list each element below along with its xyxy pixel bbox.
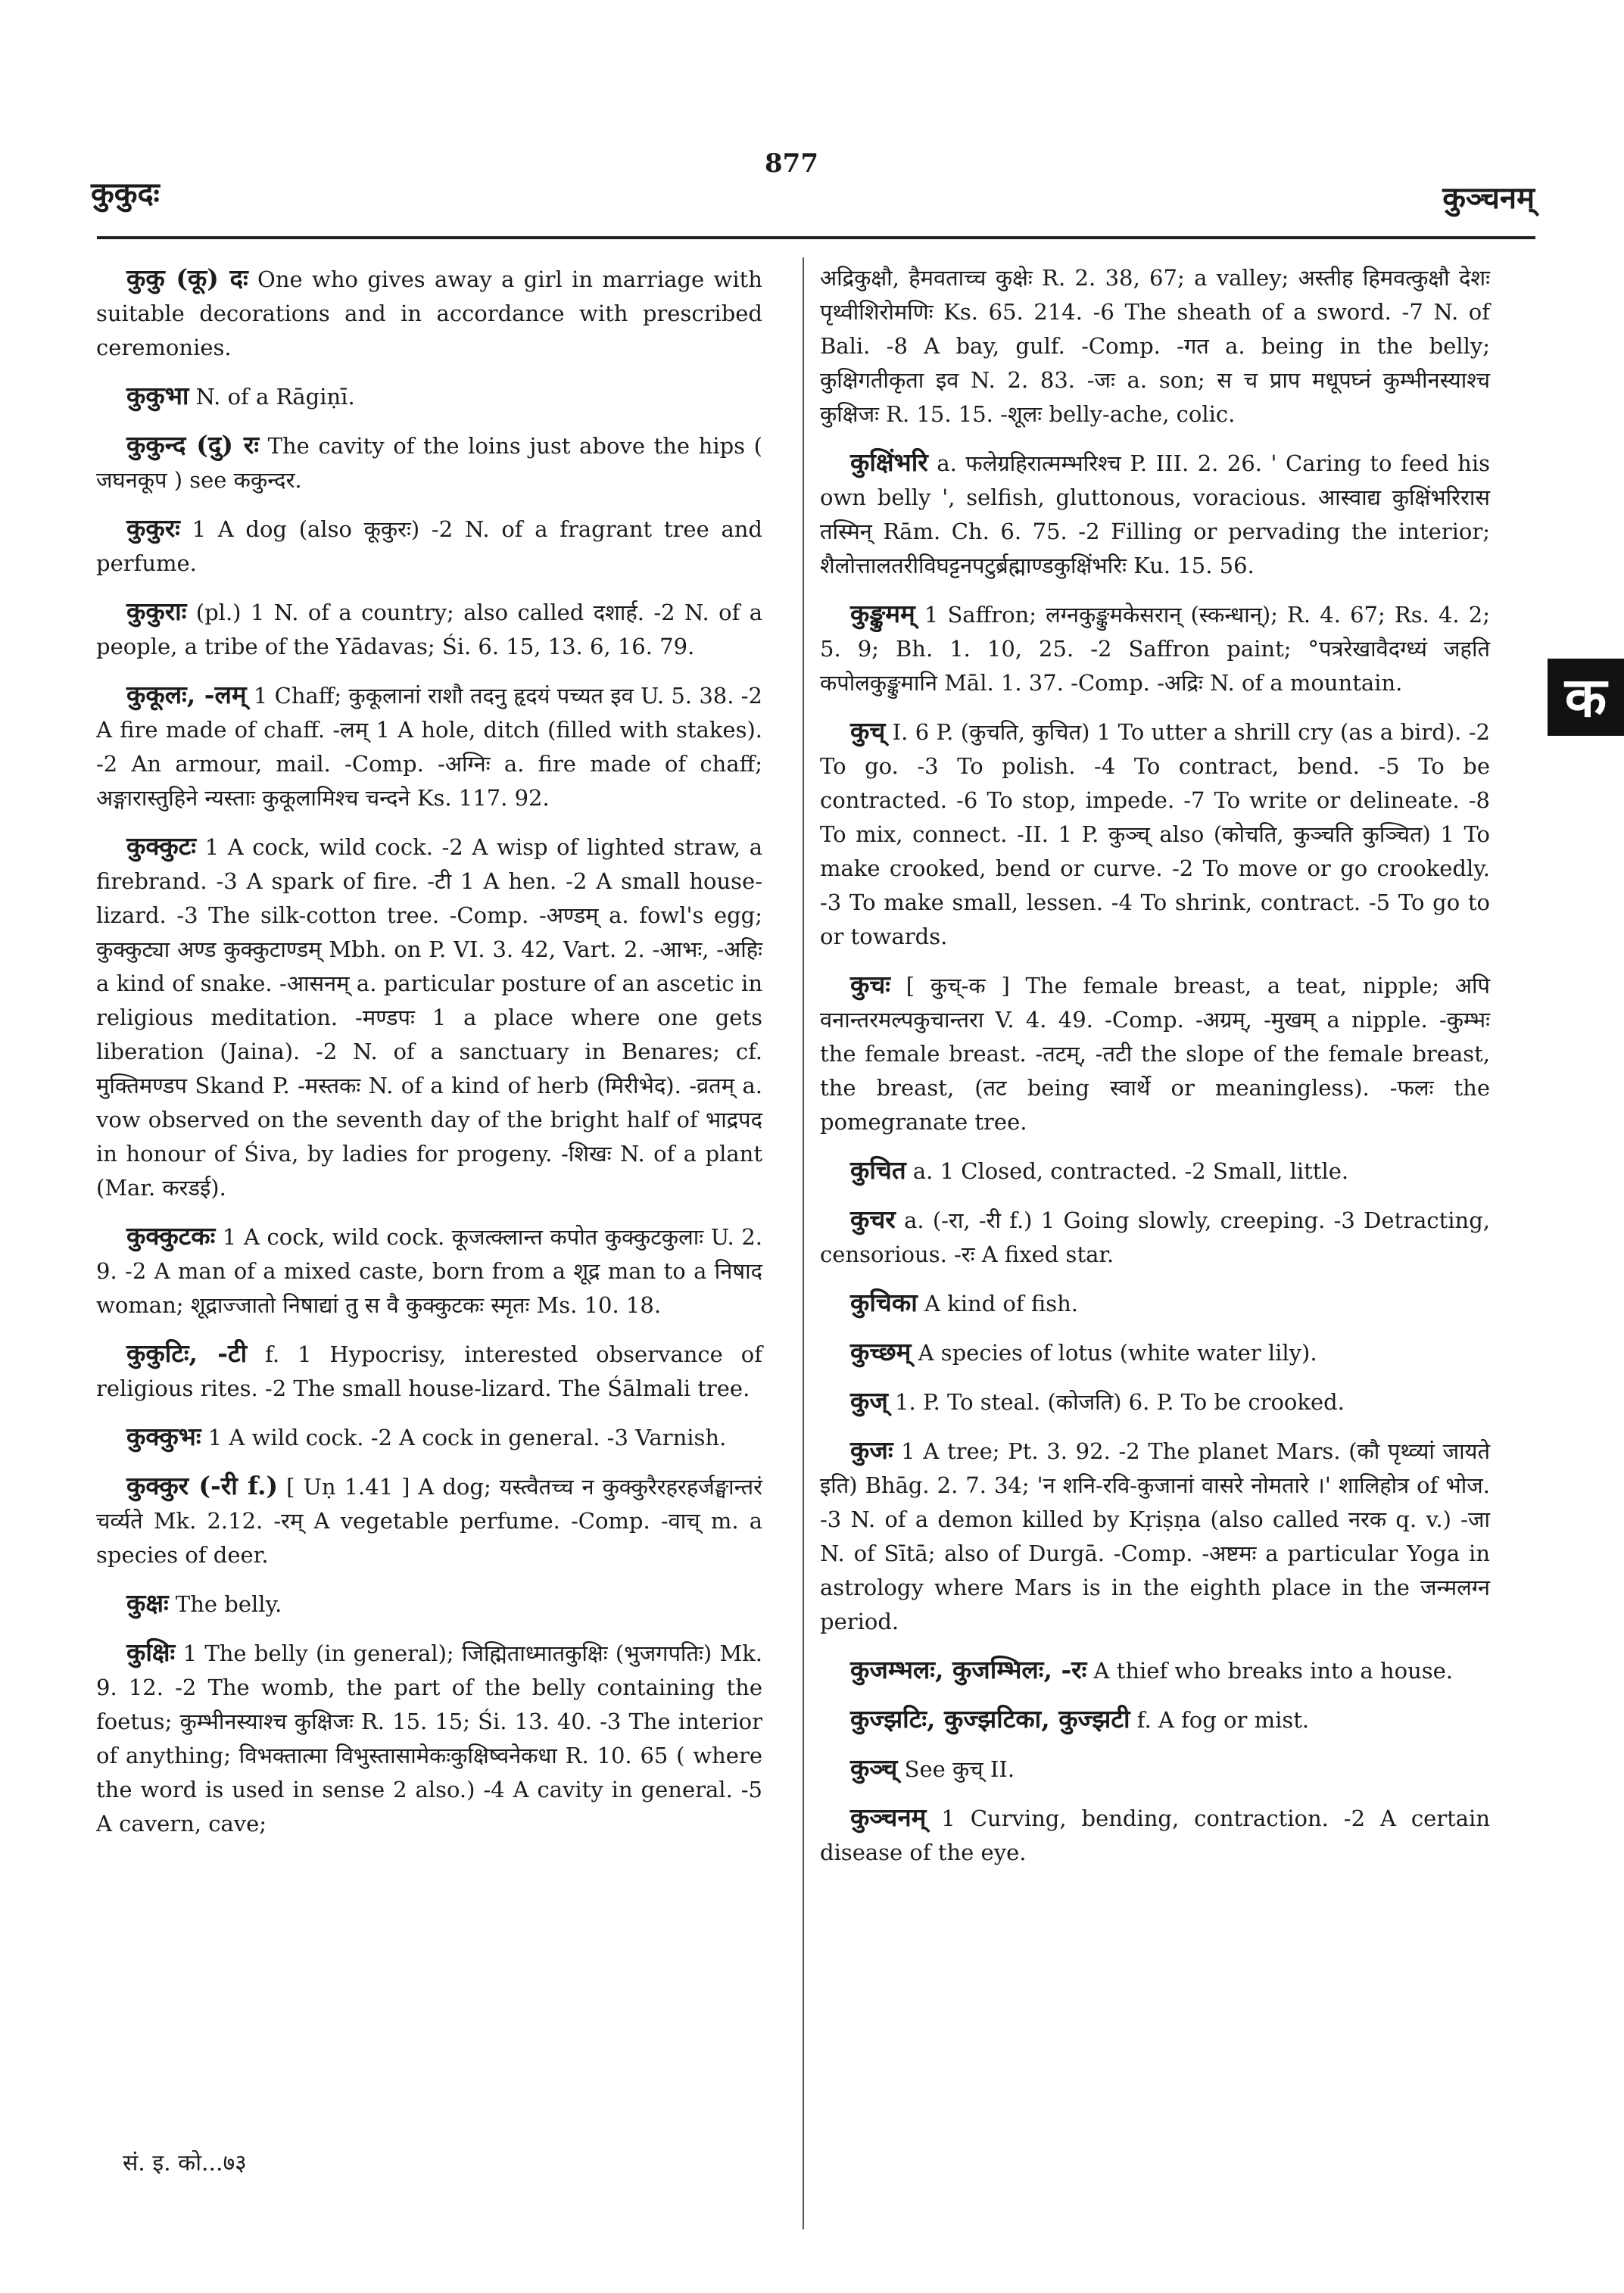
entry-headword: कुजम्भलः, कुजम्भिलः, -रः bbox=[850, 1655, 1087, 1684]
dictionary-entry bbox=[820, 714, 1490, 954]
entry-headword: कुचित bbox=[850, 1155, 906, 1185]
entry-definition: A kind of fish. bbox=[917, 1291, 1078, 1316]
dictionary-entry bbox=[96, 261, 762, 365]
dictionary-entry bbox=[96, 1219, 762, 1323]
entry-definition: [ Uṇ 1.41 ] A dog; यस्त्वैतच्च न कुक्कुरैरहरहर्जङ्घान्तरं चर्व्यते Mk. 2.12. -रम् A vegetable perfume. -Comp. -वाच् m. a species of deer. bbox=[96, 1474, 763, 1568]
entry-definition: f. A fog or mist. bbox=[1130, 1707, 1310, 1733]
entry-definition: 1 A cock, wild cock. -2 A wisp of lighted straw, a firebrand. -3 A spark of fire. -टी 1 A hen. -2 A small house-lizard. -3 The silk-cotton tree. -Comp. -अण्डम् a. fowl's egg; कुक्कुट्या अण्ड कुक्कुटाण्डम् Mbh. on P. VI. 3. 42, Vart. 2. -आभः, -अहिः a kind of snake. -आसनम् a. particular posture of an ascetic in religious meditation. -मण्डपः 1 a place where one gets liberation (Jaina). -2 N. of a sanctuary in Benares; cf. मुक्तिमण्डप Skand P. -मस्तकः N. of a kind of herb (मिरीभेद). -व्रतम् a. vow observed on the seventh day of the bright half of भाद्रपद in honour of Śiva, by ladies for progeny. -शिखः N. of a plant (Mar. करडई). bbox=[96, 834, 762, 1201]
entry-definition: 1. P. To steal. (कोजति) 6. P. To be crooked. bbox=[887, 1389, 1345, 1415]
entry-headword: कुक्षिः bbox=[126, 1637, 176, 1667]
entry-headword: कुच्छम् bbox=[850, 1337, 912, 1366]
entry-definition: 1 Chaff; कुकूलानां राशौ तदनु हृदयं पच्यत इव U. 5. 38. -2 A fire made of chaff. -लम् 1 A hole, ditch (filled with stakes). -2 An armour, mail. -Comp. -अग्निः a. fire made of chaff; अङ्गारास्तुहिने न्यस्ताः कुकूलामिश्च चन्दने Ks. 117. 92. bbox=[96, 683, 762, 811]
entry-headword: कुकुन्द (दु) रः bbox=[126, 430, 260, 460]
dictionary-entry bbox=[820, 1702, 1490, 1737]
header-rule bbox=[97, 236, 1535, 239]
entry-definition: 1 Saffron; लग्नकुङ्कुमकेसरान् (स्कन्धान्); R. 4. 67; Rs. 4. 2; 5. 9; Bh. 1. 10, 25. -2 Saffron paint; °पत्ररेखावैदग्ध्यं जहति कपोलकुङ्कुमानि Māl. 1. 37. -Comp. -अद्रिः N. of a mountain. bbox=[820, 602, 1490, 696]
entry-headword: कुङ्कुमम् bbox=[850, 599, 915, 628]
entry-headword: कुक्कुटकः bbox=[126, 1221, 216, 1251]
entry-headword: कुकुभा bbox=[126, 381, 189, 410]
dictionary-entry bbox=[820, 967, 1490, 1139]
dictionary-entry bbox=[820, 1433, 1490, 1639]
entry-headword: कुचर bbox=[850, 1204, 896, 1234]
page-number: 877 bbox=[765, 148, 818, 179]
dictionary-entry bbox=[820, 1653, 1490, 1688]
thumb-index-tab: क bbox=[1548, 659, 1624, 736]
footer-signature: सं. इ. को...७३ bbox=[123, 2150, 247, 2176]
dictionary-entry bbox=[96, 829, 762, 1205]
entry-definition: I. 6 P. (कुचति, कुचित) 1 To utter a shrill cry (as a bird). -2 To go. -3 To polish. -4 To contract, bend. -5 To be contracted. -6 To stop, impede. -7 To write or delineate. -8 To mix, connect. -II. 1 P. कुञ्च् also (कोचति, कुञ्चति कुञ्चित) 1 To make crooked, bend or curve. -2 To move or go crookedly. -3 To make small, lessen. -4 To shrink, contract. -5 To go to or towards. bbox=[820, 719, 1490, 949]
entry-definition: 1 A cock, wild cock. कूजत्क्लान्त कपोत कुक्कुटकुलाः U. 2. 9. -2 A man of a mixed caste, born from a शूद्र man to a निषाद woman; शूद्राज्जातो निषाद्यां तु स वै कुक्कुटकः स्मृतः Ms. 10. 18. bbox=[96, 1224, 762, 1318]
entry-definition: अद्रिकुक्षौ, हैमवताच्च कुक्षेः R. 2. 38, 67; a valley; अस्तीह हिमवत्कुक्षौ देशः पृथ्वीशिरोमणिः Ks. 65. 214. -6 The sheath of a sword. -7 N. of Bali. -8 A bay, gulf. -Comp. -गत a. being in the belly; कुक्षिगतीकृता इव N. 2. 83. -जः a. son; स च प्राप मधूपघ्नं कुम्भीनस्याश्च कुक्षिजः R. 15. 15. -शूलः belly-ache, colic. bbox=[820, 265, 1490, 427]
entry-headword: कुक्कुभः bbox=[126, 1422, 201, 1451]
dictionary-entry bbox=[96, 594, 762, 664]
entry-headword: कुजः bbox=[850, 1435, 893, 1465]
dictionary-entry bbox=[820, 445, 1490, 583]
entry-definition: One who gives away a girl in marriage with suitable decorations and in accordance with prescribed ceremonies. bbox=[96, 266, 762, 360]
dictionary-entry bbox=[96, 379, 762, 414]
header-left-word: कुकुदः bbox=[91, 176, 160, 211]
entry-headword: कुकु (कू) दः bbox=[126, 263, 248, 293]
dictionary-entry bbox=[820, 1800, 1490, 1870]
dictionary-entry bbox=[820, 1202, 1490, 1272]
left-column bbox=[96, 261, 762, 1855]
dictionary-entry bbox=[96, 511, 762, 581]
entry-definition: [ कुच्-क ] The female breast, a teat, nipple; अपि वनान्तरमल्पकुचान्तरा V. 4. 49. -Comp. -अग्रम्, -मुखम् a nipple. -कुम्भः the female breast. -तटम्, -तटी the slope of the female breast, the breast, (तट being स्वार्थे or meaningless). -फलः the pomegranate tree. bbox=[820, 973, 1490, 1135]
entry-definition: The cavity of the loins just above the hips ( जघनकूप ) see ककुन्दर. bbox=[96, 433, 762, 493]
dictionary-entry bbox=[96, 428, 762, 497]
dictionary-entry bbox=[820, 261, 1490, 431]
entry-headword: कुक्कुर (-री f.) bbox=[126, 1471, 279, 1500]
dictionary-entry bbox=[820, 1335, 1490, 1370]
dictionary-entry bbox=[820, 1384, 1490, 1419]
dictionary-entry bbox=[820, 1153, 1490, 1189]
right-column bbox=[820, 261, 1490, 1883]
dictionary-entry bbox=[96, 1469, 762, 1572]
entry-definition: a. (-रा, -री f.) 1 Going slowly, creeping. -3 Detracting, censorious. -रः A fixed star. bbox=[820, 1207, 1490, 1267]
column-separator bbox=[803, 257, 804, 2229]
entry-headword: कुकुराः bbox=[126, 597, 187, 626]
entry-definition: A thief who breaks into a house. bbox=[1086, 1658, 1454, 1684]
entry-headword: कुक्षिंभरि bbox=[850, 447, 928, 477]
dictionary-entry bbox=[820, 1285, 1490, 1321]
dictionary-entry bbox=[820, 1751, 1490, 1787]
entry-definition: 1 A tree; Pt. 3. 92. -2 The planet Mars. (कौ पृथ्व्यां जायते इति) Bhāg. 2. 7. 34; 'न शनि-रवि-कुजानां वासरे नोमतारे ।' शालिहोत्र of भोज. -3 N. of a demon killed by Kṛiṣṇa (also called नरक q. v.) -जा N. of Sītā; also of Durgā. -Comp. -अष्टमः a particular Yoga in astrology where Mars is in the eighth place in the जन्मलग्न period. bbox=[820, 1438, 1490, 1634]
entry-definition: 1 A dog (also कूकुरः) -2 N. of a fragrant tree and perfume. bbox=[96, 516, 762, 576]
entry-headword: कुक्कुटः bbox=[126, 831, 196, 861]
dictionary-entry bbox=[96, 1635, 762, 1841]
entry-definition: 1 A wild cock. -2 A cock in general. -3 Varnish. bbox=[201, 1425, 727, 1450]
dictionary-entry bbox=[96, 1586, 762, 1622]
entry-headword: कुञ्चनम् bbox=[850, 1802, 927, 1832]
entry-definition: f. 1 Hypocrisy, interested observance of religious rites. -2 The small house-lizard. The Śālmali tree. bbox=[96, 1341, 762, 1401]
entry-definition: See कुच् II. bbox=[897, 1756, 1015, 1782]
entry-definition: 1 The belly (in general); जिह्मिताध्मातकुक्षिः (भुजगपतिः) Mk. 9. 12. -2 The womb, the part of the belly containing the foetus; कुम्भीनस्याश्च कुक्षिजः R. 15. 15; Śi. 13. 40. -3 The interior of anything; विभक्तात्मा विभुस्तासामेकःकुक्षिष्वनेकधा R. 10. 65 ( where the word is used in sense 2 also.) -4 A cavity in general. -5 A cavern, cave; bbox=[96, 1640, 762, 1837]
dictionary-entry bbox=[96, 1419, 762, 1455]
entry-headword: कुकूलः, -लम् bbox=[126, 680, 247, 709]
entry-definition: a. फलेग्रहिरात्मम्भरिश्च P. III. 2. 26. ' Caring to feed his own belly ', selfish, gluttonous, voracious. आस्वाद्य कुक्षिंभरिरास तस्मिन् Rām. Ch. 6. 75. -2 Filling or pervading the interior; शैलोत्तालतरीविघट्टनपटुर्ब्रह्माण्डकुक्षिंभरिः Ku. 15. 56. bbox=[820, 450, 1490, 578]
entry-definition: N. of a Rāgiṇī. bbox=[189, 384, 355, 410]
entry-definition: (pl.) 1 N. of a country; also called दशार्ह. -2 N. of a people, a tribe of the Yādavas; Śi. 6. 15, 13. 6, 16. 79. bbox=[96, 600, 762, 659]
entry-headword: कुज्झटिः, कुज्झटिका, कुज्झटी bbox=[850, 1704, 1130, 1734]
header-right-word: कुञ्चनम् bbox=[1442, 180, 1535, 216]
entry-definition: 1 Curving, bending, contraction. -2 A certain disease of the eye. bbox=[820, 1805, 1490, 1865]
dictionary-entry bbox=[820, 597, 1490, 700]
entry-definition: A species of lotus (white water lily). bbox=[911, 1340, 1317, 1366]
entry-headword: कुकुरः bbox=[126, 513, 180, 543]
entry-headword: कुकुटिः, -टी bbox=[126, 1338, 248, 1368]
entry-headword: कुचः bbox=[850, 970, 890, 999]
entry-headword: कुज् bbox=[850, 1386, 888, 1416]
dictionary-entry bbox=[96, 1336, 762, 1406]
entry-headword: कुञ्च् bbox=[850, 1753, 898, 1783]
entry-definition: a. 1 Closed, contracted. -2 Small, little. bbox=[906, 1158, 1349, 1184]
entry-headword: कुक्षः bbox=[126, 1588, 169, 1618]
dictionary-entry bbox=[96, 678, 762, 815]
entry-definition: The belly. bbox=[168, 1591, 282, 1617]
entry-headword: कुच् bbox=[850, 716, 886, 746]
entry-headword: कुचिका bbox=[850, 1288, 918, 1317]
